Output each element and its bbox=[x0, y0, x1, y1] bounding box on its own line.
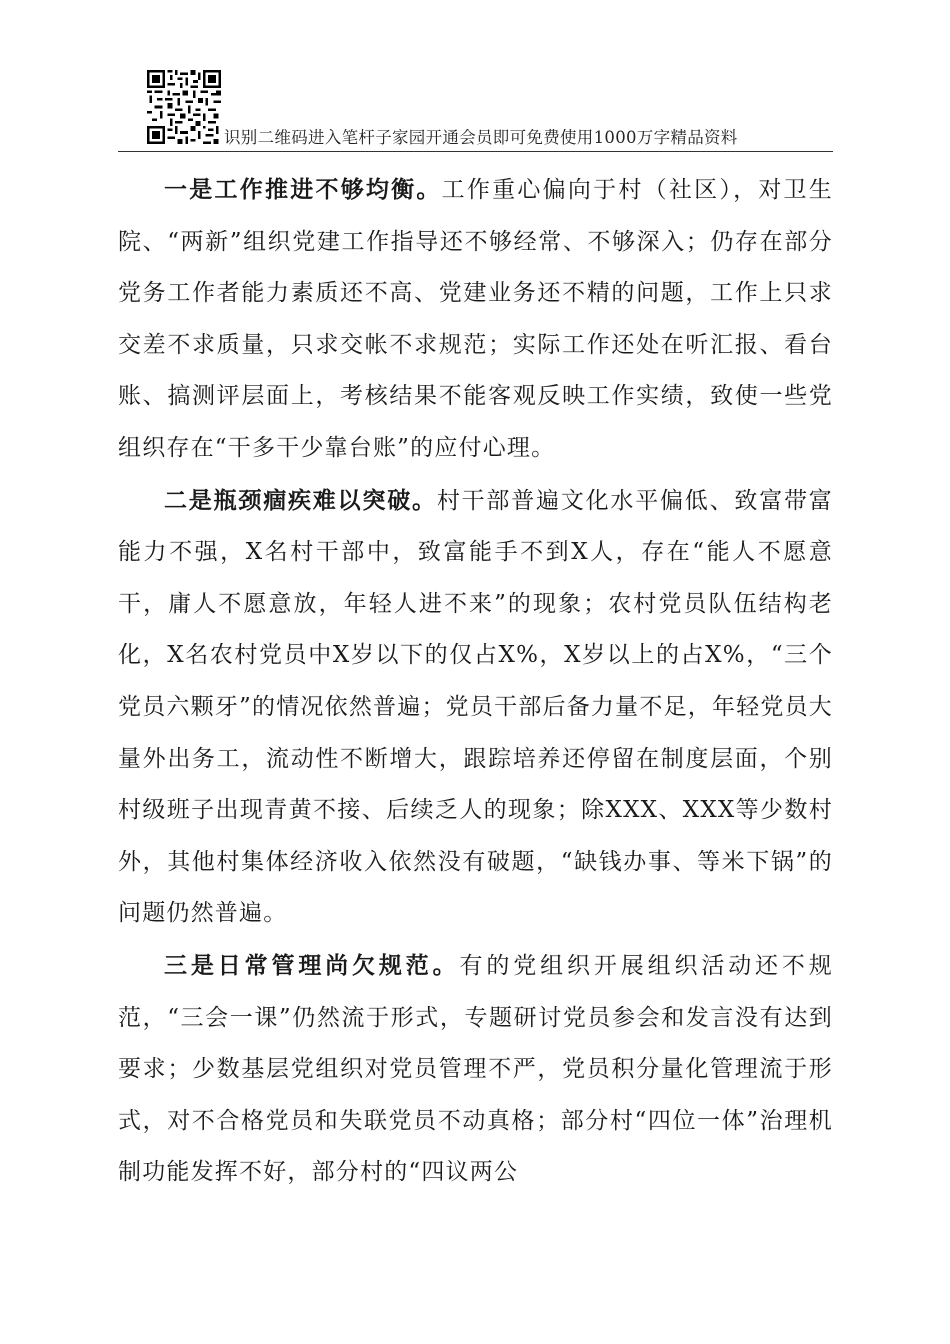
paragraph-3-lead: 三是日常管理尚欠规范。 bbox=[164, 951, 460, 979]
paragraph-3-text: 有的党组织开展组织活动还不规范，“三会一课”仍然流于形式，专题研讨党员参会和发言没有达到要求；少数基层党组织对党员管理不严，党员积分量化管理流于形式，对不合格党员和失联党员不动真格；部分村“四位一体”治理机制功能发挥不好，部分村的“四议两公 bbox=[118, 952, 833, 1186]
paragraph-2 bbox=[118, 475, 833, 940]
paragraph-1-lead: 一是工作推进不够均衡。 bbox=[164, 176, 442, 203]
qr-code-icon bbox=[147, 70, 221, 144]
paragraph-1-text: 工作重心偏向于村（社区），对卫生院、“两新”组织党建工作指导还不够经常、不够深入；仍存在部分党务工作者能力素质还不高、党建业务还不精的问题，工作上只求交差不求质量，只求交帐不求规范；实际工作还处在听汇报、看台账、搞测评层面上，考核结果不能客观反映工作实绩，致使一些党组织存在“干多干少靠台账”的应付心理。 bbox=[118, 177, 834, 461]
header-notice: 识别二维码进入笔杆子家园开通会员即可免费使用1000万字精品资料 bbox=[224, 128, 738, 147]
document-body bbox=[118, 164, 833, 1199]
header-divider bbox=[118, 151, 833, 152]
paragraph-2-lead: 二是瓶颈痼疾难以突破。 bbox=[164, 486, 437, 514]
paragraph-1 bbox=[118, 164, 833, 475]
paragraph-2-text: 村干部普遍文化水平偏低、致富带富能力不强，X名村干部中，致富能手不到X人，存在“能人不愿意干，庸人不愿意放，年轻人进不来”的现象；农村党员队伍结构老化，X名农村党员中X岁以下的仅占X%，X岁以上的占X%，“三个党员六颗牙”的情况依然普遍；党员干部后备力量不足，年轻党员大量外出务工，流动性不断增大，跟踪培养还停留在制度层面，个别村级班子出现青黄不接、后续乏人的现象；除XXX、XXX等少数村外，其他村集体经济收入依然没有破题，“缺钱办事、等米下锅”的问题仍然普遍。 bbox=[118, 487, 834, 927]
paragraph-3 bbox=[118, 940, 833, 1199]
